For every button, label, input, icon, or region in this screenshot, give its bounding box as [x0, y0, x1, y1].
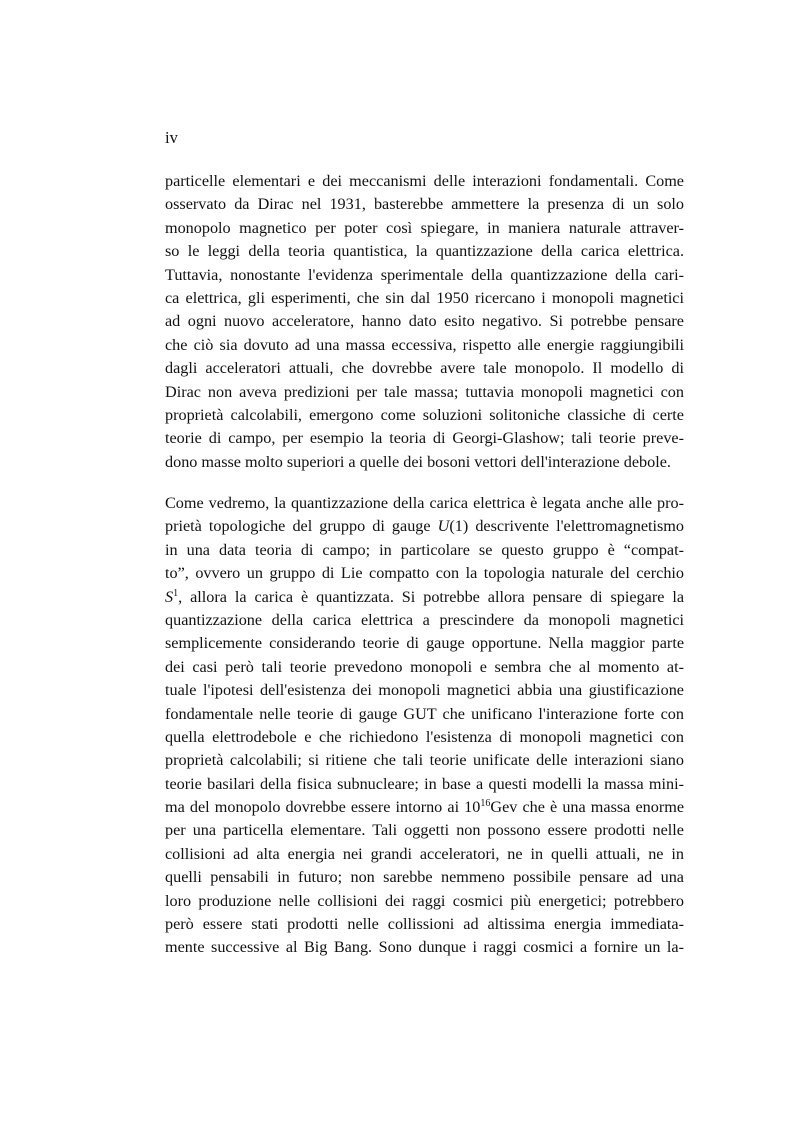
- text-line: [165, 796, 684, 819]
- text-line: proprietà calcolabili, emergono come soluzioni solitoniche classiche di certe: [165, 405, 684, 424]
- text-line: Dirac non aveva predizioni per tale massa; tuttavia monopoli magnetici con: [165, 382, 684, 401]
- text-fragment: descrivente l'elettromagnetismo: [468, 517, 684, 536]
- text-line: teorie basilari della fisica subnucleare; in base a questi modelli la massa mini-: [165, 774, 684, 793]
- text-fragment: ma del monopolo dovrebbe essere intorno ai 10: [165, 798, 481, 817]
- text-fragment: prietà topologiche del gruppo di gauge: [165, 517, 438, 536]
- text-line: so le leggi della teoria quantistica, la quantizzazione della carica elettrica.: [165, 242, 684, 261]
- text-line: mente successive al Big Bang. Sono dunque i raggi cosmici a fornire un la-: [165, 938, 684, 957]
- text-line: Tuttavia, nonostante l'evidenza sperimentale della quantizzazione della cari-: [165, 265, 684, 284]
- paragraph-1: [165, 170, 684, 474]
- text-line: in una data teoria di campo; in particolare se questo gruppo è “compat-: [165, 540, 684, 559]
- text-line: particelle elementari e dei meccanismi delle interazioni fondamentali. Come: [165, 172, 684, 190]
- math-symbol: S: [165, 587, 174, 606]
- text-line: [165, 515, 684, 538]
- math-argument: (1): [449, 517, 469, 536]
- text-line: osservato da Dirac nel 1931, basterebbe ammettere la presenza di un solo: [165, 195, 684, 214]
- text-line: monopolo magnetico per poter così spiegare, in maniera naturale attraver-: [165, 218, 684, 237]
- text-line: quella elettrodebole e che richiedono l'esistenza di monopoli magnetici con: [165, 727, 684, 746]
- text-line: quantizzazione della carica elettrica a prescindere da monopoli magnetici: [165, 610, 684, 629]
- text-line: quelli pensabili in futuro; non sarebbe nemmeno possibile pensare ad una: [165, 868, 684, 887]
- text-line: Come vedremo, la quantizzazione della carica elettrica è legata anche alle pro-: [165, 494, 684, 512]
- superscript: 1: [173, 587, 179, 599]
- text-line: tuale l'ipotesi dell'esistenza dei monopoli magnetici abbia una giustificazione: [165, 681, 684, 700]
- math-symbol: U: [437, 517, 450, 536]
- text-line: dagli acceleratori attuali, che dovrebbe avere tale monopolo. Il modello di: [165, 359, 684, 378]
- text-line: dono masse molto superiori a quelle dei bosoni vettori dell'interazione debole.: [165, 452, 671, 471]
- text-line: fondamentale nelle teorie di gauge GUT che unificano l'interazione forte con: [165, 704, 684, 723]
- text-line: proprietà calcolabili; si ritiene che tali teorie unificate delle interazioni siano: [165, 751, 684, 770]
- text-fragment: , allora la carica è quantizzata. Si potrebbe allora pensare di spiegare la: [178, 587, 684, 606]
- text-line: [165, 586, 684, 609]
- superscript: 16: [480, 798, 491, 810]
- paragraph-2: [165, 492, 684, 960]
- text-line: che ciò sia dovuto ad una massa eccessiva, rispetto alle energie raggiungibili: [165, 335, 684, 354]
- page-number: iv: [165, 128, 178, 147]
- text-line: ad ogni nuovo acceleratore, hanno dato esito negativo. Si potrebbe pensare: [165, 312, 684, 331]
- text-line: teorie di campo, per esempio la teoria di Georgi-Glashow; tali teorie preve-: [165, 429, 684, 448]
- text-line: collisioni ad alta energia nei grandi acceleratori, ne in quelli attuali, ne in: [165, 844, 684, 863]
- text-fragment: Gev che è una massa enorme: [490, 798, 685, 817]
- text-line: loro produzione nelle collisioni dei raggi cosmici più energetici; potrebbero: [165, 891, 684, 910]
- text-line: to”, ovvero un gruppo di Lie compatto con la topologia naturale del cerchio: [165, 564, 684, 583]
- text-line: però essere stati prodotti nelle collissioni ad altissima energia immediata-: [165, 915, 684, 934]
- text-line: per una particella elementare. Tali oggetti non possono essere prodotti nelle: [165, 821, 684, 840]
- text-line: semplicemente considerando teorie di gauge opportune. Nella maggior parte: [165, 634, 684, 653]
- text-line: dei casi però tali teorie prevedono monopoli e sembra che al momento at-: [165, 657, 684, 676]
- text-line: ca elettrica, gli esperimenti, che sin dal 1950 ricercano i monopoli magnetici: [165, 288, 684, 307]
